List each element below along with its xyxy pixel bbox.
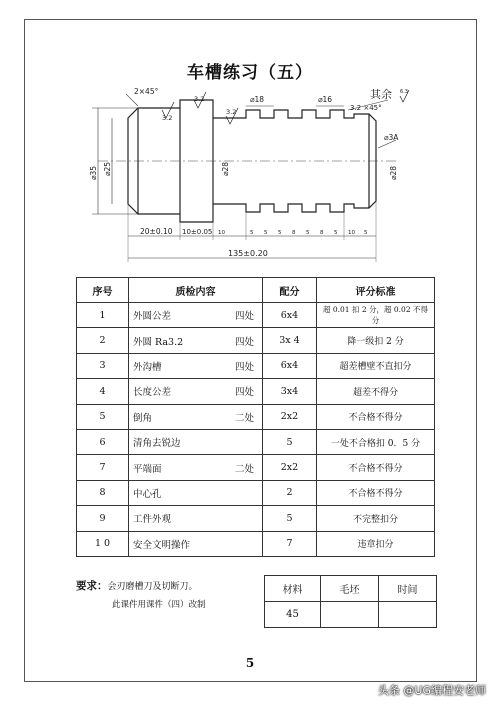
row-score: 6x4: [263, 303, 317, 328]
row-item: [129, 303, 263, 328]
row-item-text: 平端面: [133, 463, 162, 475]
row-score: 6x4: [263, 353, 317, 378]
seg-label: 5: [334, 230, 338, 236]
seg-label: 10: [218, 230, 225, 236]
roughness-label: 3.2: [162, 114, 173, 122]
row-item-text: 外圆公差: [133, 311, 172, 323]
row-standard: 降一级扣 2 分: [317, 328, 435, 353]
row-item: [129, 429, 263, 454]
rest-label: 其余: [370, 88, 392, 101]
row-item-text: 清角去锐边: [133, 438, 181, 450]
rest-roughness: 6.3: [400, 89, 408, 95]
row-item: [129, 455, 263, 480]
row-count: 四处: [234, 311, 254, 323]
row-no: 9: [77, 506, 129, 531]
row-standard: 不合格不得分: [317, 455, 435, 480]
row-score: 2x2: [263, 455, 317, 480]
dim-d28-left: ⌀28: [221, 161, 230, 176]
roughness-label: 3.2: [194, 95, 205, 103]
row-no: 8: [77, 480, 129, 505]
row-item-text: 倒角: [133, 412, 153, 424]
table-header-row: [77, 278, 435, 303]
table-row: [77, 328, 435, 353]
dim-d18: ⌀18: [250, 95, 265, 104]
row-standard: 超差槽壁不直扣分: [317, 353, 435, 378]
row-item: [129, 506, 263, 531]
row-standard: 一处不合格扣 0．5 分: [317, 429, 435, 454]
material-header-row: [265, 576, 437, 602]
requirements-text: 会刃磨槽刀及切断刀。: [107, 582, 198, 592]
seg-label: 5: [364, 230, 368, 236]
row-no: 6: [77, 429, 129, 454]
row-item-text: 中心孔: [133, 488, 162, 500]
dim-d35: ⌀35: [89, 165, 98, 180]
table-row: [77, 429, 435, 454]
row-no: 3: [77, 353, 129, 378]
row-score: 2: [263, 480, 317, 505]
seg-label: 5: [278, 230, 282, 236]
blank-value: [321, 602, 379, 628]
row-item-text: 外沟槽: [133, 361, 162, 373]
seg-label: 8: [292, 230, 296, 236]
row-score: 7: [263, 531, 317, 556]
row-item: [129, 404, 263, 429]
material-value-row: [265, 602, 437, 628]
table-row: [77, 506, 435, 531]
header-score: 配分: [263, 278, 317, 303]
material-header: 材料: [265, 576, 321, 602]
row-count: 四处: [234, 361, 254, 373]
row-count: 二处: [234, 412, 254, 424]
row-count: 二处: [234, 463, 254, 475]
dim-len-20: 20±0.10: [140, 227, 173, 236]
table-row: [77, 303, 435, 328]
center-hole-label: ⌀3A: [384, 133, 399, 142]
blank-header: 毛坯: [321, 576, 379, 602]
row-standard: 不完整扣分: [317, 506, 435, 531]
row-count: 四处: [234, 387, 254, 399]
row-item-text: 工件外观: [133, 514, 172, 526]
row-no: 5: [77, 404, 129, 429]
row-item: [129, 353, 263, 378]
seg-label: 5: [264, 230, 268, 236]
table-row: [77, 480, 435, 505]
page-number: 5: [245, 656, 255, 670]
seg-label: 5: [250, 230, 254, 236]
seg-label: 5: [306, 230, 310, 236]
shaft-drawing: [78, 80, 418, 272]
watermark: 头条 @UG编程安老师: [377, 684, 486, 697]
chamfer-right-label: 3.2 ×45°: [350, 104, 382, 112]
requirements-note: 此课件用课件（四）改制: [112, 600, 206, 610]
table-row: [77, 379, 435, 404]
row-score: 5: [263, 506, 317, 531]
seg-label: 10: [348, 230, 355, 236]
inspection-table: [76, 277, 435, 557]
dim-len-10: 10±0.05: [182, 228, 213, 236]
row-item-text: 外圆 Ra3.2: [133, 336, 184, 348]
chamfer-left-label: 2×45°: [134, 87, 159, 96]
dim-d28-right: ⌀28: [389, 165, 398, 180]
row-score: 5: [263, 429, 317, 454]
row-score: 3x4: [263, 379, 317, 404]
material-value: 45: [265, 602, 321, 628]
row-score: 3x 4: [263, 328, 317, 353]
requirements: [76, 578, 198, 593]
row-standard: 超 0.01 扣 2 分，超 0.02 不得分: [317, 303, 435, 328]
row-no: 1: [77, 303, 129, 328]
time-header: 时间: [379, 576, 437, 602]
row-no: 4: [77, 379, 129, 404]
row-no: 2: [77, 328, 129, 353]
table-row: [77, 455, 435, 480]
row-no: 7: [77, 455, 129, 480]
row-item: [129, 328, 263, 353]
requirements-label: 要求：: [76, 580, 108, 592]
row-item-text: 安全文明操作: [133, 539, 191, 551]
table-row: [77, 353, 435, 378]
row-standard: 不合格不得分: [317, 404, 435, 429]
header-standard: 评分标准: [317, 278, 435, 303]
table-row: [77, 531, 435, 556]
dim-len-total: 135±0.20: [228, 249, 268, 258]
header-no: 序号: [77, 278, 129, 303]
row-item-text: 长度公差: [133, 387, 172, 399]
row-standard: 不合格不得分: [317, 480, 435, 505]
roughness-label: 3.2: [226, 108, 237, 116]
material-table: [264, 575, 437, 628]
row-count: 四处: [234, 336, 254, 348]
row-no: 1 0: [77, 531, 129, 556]
dim-d16: ⌀16: [318, 95, 333, 104]
row-standard: 超差不得分: [317, 379, 435, 404]
row-item: [129, 531, 263, 556]
dim-d25: ⌀25: [103, 161, 112, 176]
row-item: [129, 480, 263, 505]
row-score: 2x2: [263, 404, 317, 429]
time-value: [379, 602, 437, 628]
table-row: [77, 404, 435, 429]
seg-label: 8: [320, 230, 324, 236]
row-standard: 违章扣分: [317, 531, 435, 556]
row-item: [129, 379, 263, 404]
page-title: 车槽练习（五）: [187, 63, 313, 83]
header-item: 质检内容: [129, 278, 263, 303]
